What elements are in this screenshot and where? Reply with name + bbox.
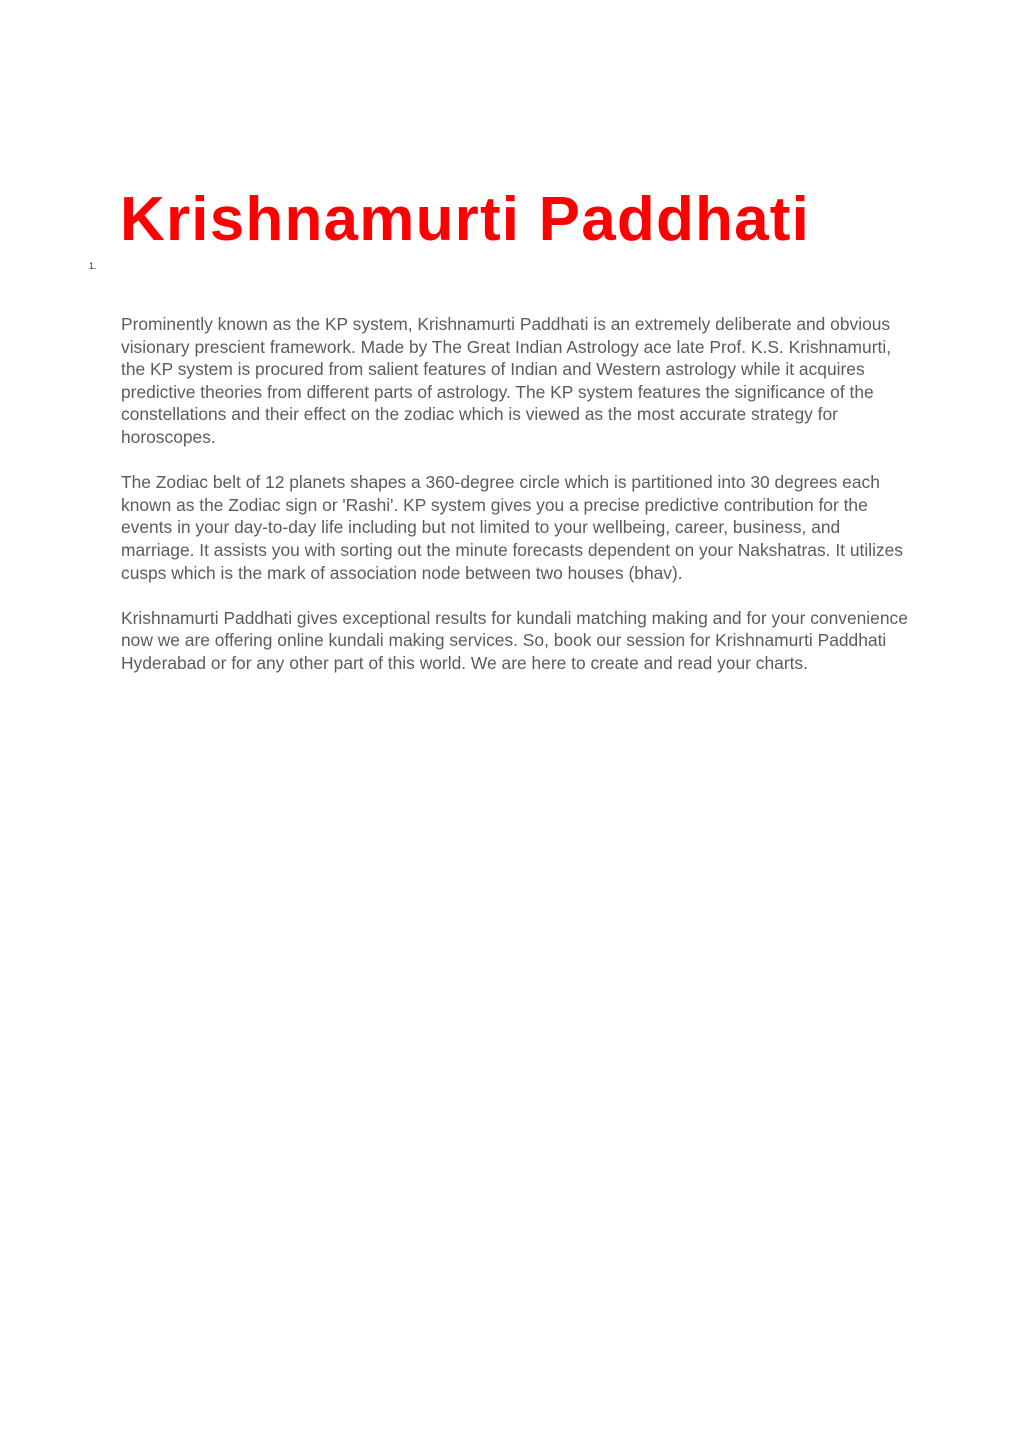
list-number: 1. [89,261,97,271]
article-body [121,313,911,697]
paragraph-services: Krishnamurti Paddhati gives exceptional results for kundali matching making and for your convenience now we are offering online kundali making services. So, book our session for Krishnamurti Paddhati Hyderabad or for any other part of this world. We are here to create and read your charts. [121,607,908,673]
paragraph-zodiac: The Zodiac belt of 12 planets shapes a 360-degree circle which is partitioned into 30 degrees each known as the Zodiac sign or 'Rashi'. KP system gives you a precise predictive contribution for the events in your day-to-day life including but not limited to your wellbeing, career, business, and marriage. It assists you with sorting out the minute forecasts dependent on your Nakshatras. It utilizes cusps which is the mark of association node between two houses (bhav). [121,472,903,583]
page-title: Krishnamurti Paddhati [120,185,811,254]
paragraph-intro: Prominently known as the KP system, Krishnamurti Paddhati is an extremely deliberate and obvious visionary prescient framework. Made by The Great Indian Astrology ace late Prof. K.S. Krishnamurti, the KP system is procured from salient features of Indian and Western astrology while it acquires predictive theories from different parts of astrology. The KP system features the significance of the constellations and their effect on the zodiac which is viewed as the most accurate strategy for horoscopes. [121,314,892,447]
